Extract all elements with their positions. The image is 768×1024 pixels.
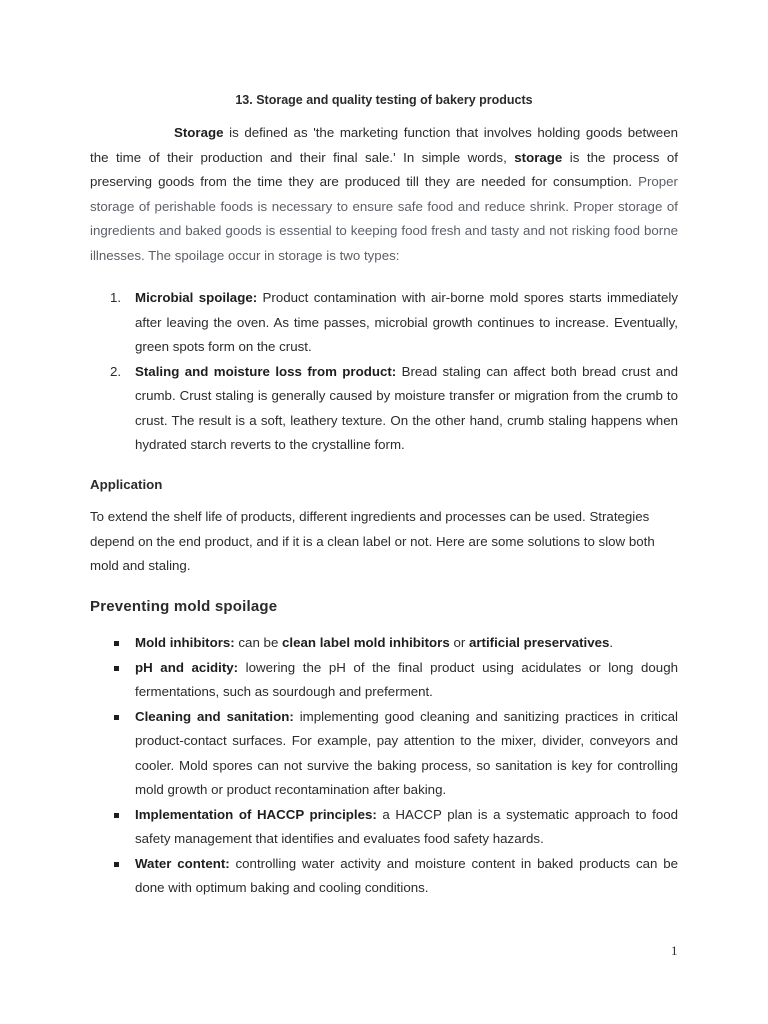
intro-text-1: is defined as 'the marketing function that involves holding goods between the time of their production and their final sale.' In simple words, bbox=[90, 125, 678, 165]
intro-text-2: is the process of preserving goods from the time they are produced till they are needed for consumption. bbox=[90, 149, 679, 189]
intro-text-3: Proper storage of perishable foods is necessary to ensure safe food and reduce shrink. Proper storage of ingredients and baked goods is essential to keeping food fresh and tasty and not risking food borne illnesses. The spoilage occur in storage is two types: bbox=[90, 174, 678, 263]
page-number: 1 bbox=[671, 943, 678, 958]
preventing-heading: Preventing mold spoilage bbox=[90, 598, 278, 615]
item-text: Bread staling can affect both bread crust and crumb. Crust staling is generally caused by moisture transfer or migration from the crumb to crust. The result is a soft, leathery texture. On the other hand, crumb staling happens when hydrated starch reverts to the crystalline form. bbox=[135, 363, 678, 452]
item-label: Microbial spoilage: bbox=[135, 290, 258, 305]
list-item bbox=[90, 803, 678, 852]
term-storage-inline: storage bbox=[514, 149, 563, 165]
list-item bbox=[90, 286, 678, 360]
item-label: pH and acidity: bbox=[135, 659, 239, 675]
list-item bbox=[90, 360, 678, 458]
item-text: a HACCP plan is a systematic approach to food safety management that identifies and evaluates food safety hazards. bbox=[135, 806, 679, 846]
item-label: Staling and moisture loss from product: bbox=[135, 363, 397, 379]
item-text: controlling water activity and moisture content in baked products can be done with optimum baking and cooling conditions. bbox=[135, 855, 678, 895]
list-item bbox=[90, 705, 678, 803]
list-item bbox=[90, 631, 678, 656]
item-text: . bbox=[609, 635, 614, 650]
page-title: 13. Storage and quality testing of bakery products bbox=[235, 93, 533, 107]
item-label: Water content: bbox=[135, 855, 230, 871]
term-storage: Storage bbox=[174, 125, 224, 140]
item-bold-text: clean label mold inhibitors bbox=[282, 635, 450, 650]
square-bullet-icon bbox=[114, 862, 119, 867]
item-text: lowering the pH of the final product using acidulates or long dough fermentations, such as sourdough and preferment. bbox=[135, 659, 678, 699]
list-item bbox=[90, 852, 678, 901]
square-bullet-icon bbox=[114, 813, 119, 818]
square-bullet-icon bbox=[114, 715, 119, 720]
item-label: Implementation of HACCP principles: bbox=[135, 806, 377, 822]
item-text: Product contamination with air-borne mold spores starts immediately after leaving the oven. As time passes, microbial growth continues to increase. Eventually, green spots form on the crust. bbox=[135, 290, 678, 354]
solutions-list bbox=[90, 631, 678, 901]
application-paragraph: To extend the shelf life of products, different ingredients and processes can be used. Strategies depend on the end product, and if it is a clean label or not. Here are some solutions to slow both mold and staling. bbox=[90, 509, 655, 573]
intro-paragraph bbox=[90, 121, 678, 268]
item-text: can be bbox=[234, 635, 283, 650]
square-bullet-icon bbox=[114, 666, 119, 671]
list-item bbox=[90, 656, 678, 705]
item-text: implementing good cleaning and sanitizing practices in critical product-contact surfaces. For example, pay attention to the mixer, divider, conveyors and cooler. Mold spores can not survive the baking process, so sanitation is key for controlling mold growth or product recontamination after baking. bbox=[135, 708, 678, 797]
application-heading: Application bbox=[90, 477, 163, 492]
item-bold-text: artificial preservatives bbox=[468, 635, 610, 650]
item-number: 2. bbox=[110, 363, 122, 379]
spoilage-types-list bbox=[90, 286, 678, 458]
item-label: Mold inhibitors: bbox=[135, 635, 235, 650]
item-text: or bbox=[449, 635, 469, 650]
item-label: Cleaning and sanitation: bbox=[135, 708, 294, 724]
item-number: 1. bbox=[110, 290, 122, 305]
square-bullet-icon bbox=[114, 641, 119, 646]
